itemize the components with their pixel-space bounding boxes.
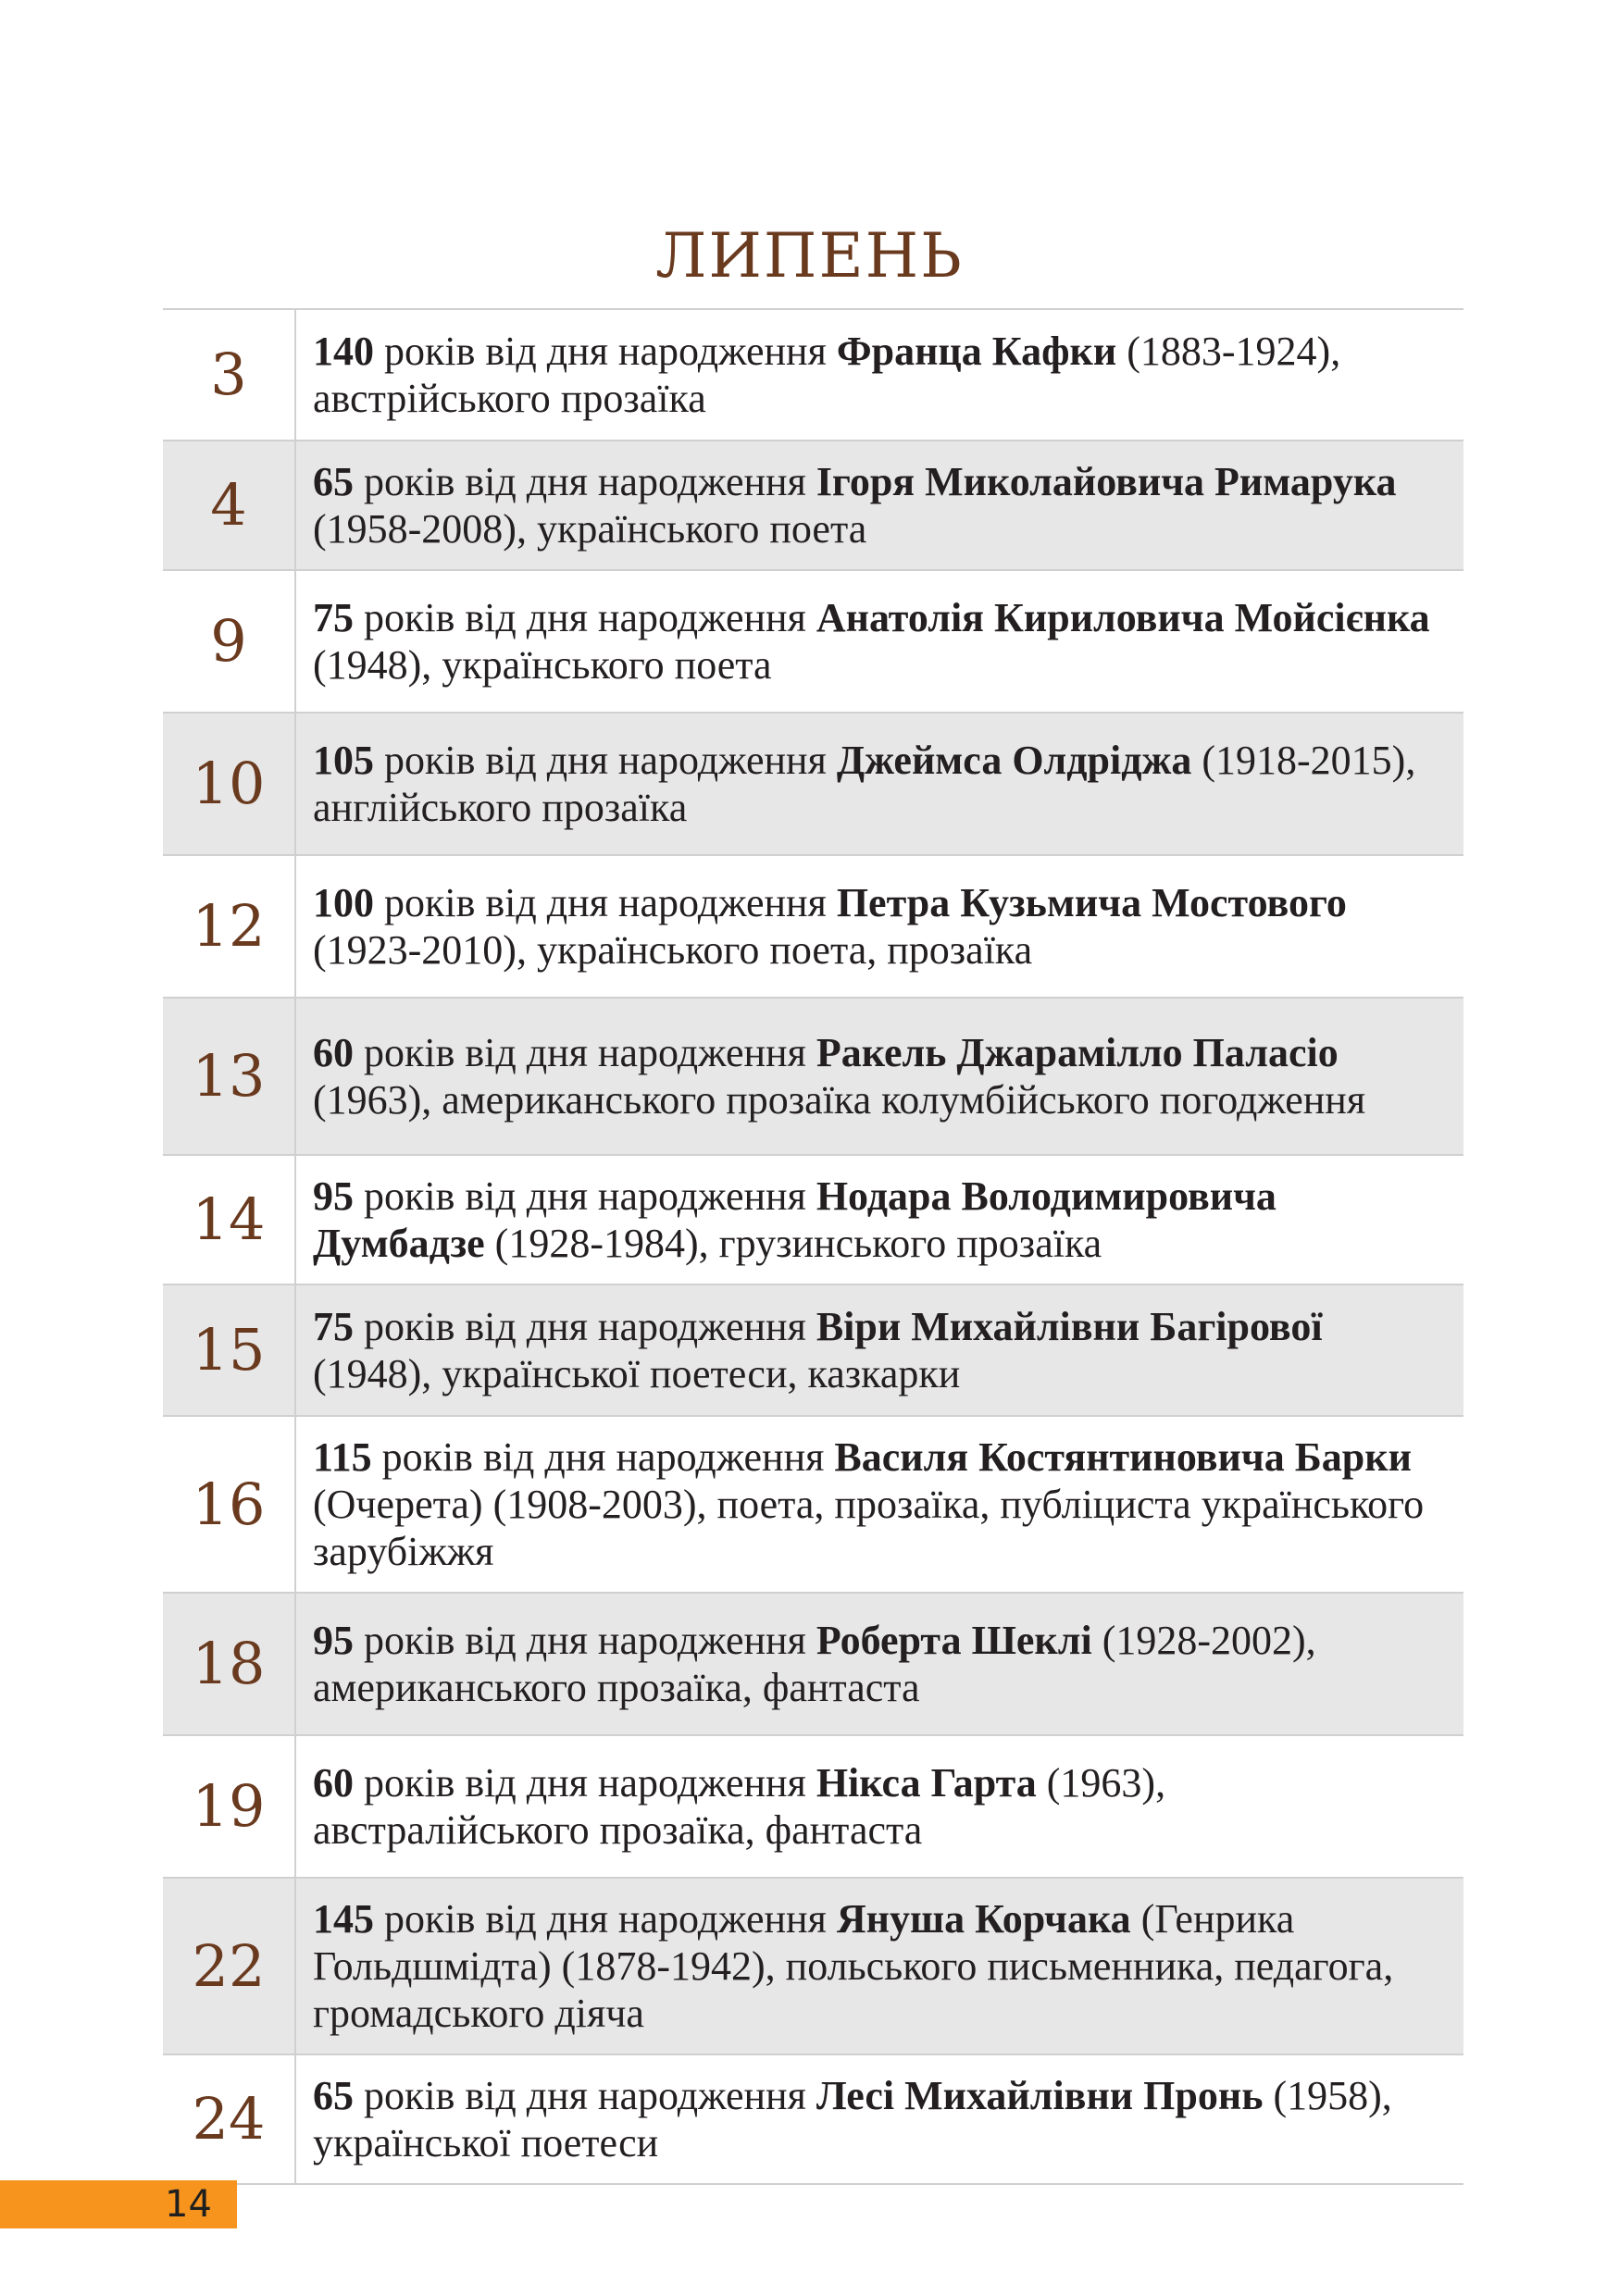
event-text: [295, 1593, 1463, 1735]
event-phrase: років від дня народження: [374, 329, 837, 374]
anniversary-count: 95: [313, 1618, 354, 1663]
event-details: (Генрика Гольдшмідта) (1878-1942), польського письменника, педагога, громадського діяча: [313, 1896, 1394, 2036]
event-phrase: років від дня народження: [354, 459, 816, 504]
day-number: 18: [163, 1593, 295, 1735]
person-name: Ігоря Миколайовича Римарука: [816, 459, 1397, 504]
event-phrase: років від дня народження: [354, 1304, 816, 1349]
anniversary-count: 60: [313, 1760, 354, 1806]
event-phrase: років від дня народження: [354, 595, 816, 640]
person-name: Роберта Шеклі: [816, 1618, 1092, 1663]
event-details: (Очерета) (1908-2003), поета, прозаїка, публіциста українського зарубіжжя: [313, 1482, 1425, 1574]
day-number: 19: [163, 1735, 295, 1878]
anniversary-count: 75: [313, 1304, 354, 1349]
table-row: [163, 1593, 1463, 1735]
event-details: (1958-2008), українського поета: [313, 506, 867, 552]
event-phrase: років від дня народження: [374, 880, 837, 925]
person-name: Анатолія Кириловича Мойсієнка: [816, 595, 1430, 640]
table-row: [163, 998, 1463, 1155]
day-number: 13: [163, 998, 295, 1155]
event-details: (1948), української поетеси, казкарки: [313, 1351, 961, 1396]
event-text: [295, 1735, 1463, 1878]
day-number: 14: [163, 1155, 295, 1285]
event-text: [295, 1416, 1463, 1593]
day-number: 24: [163, 2054, 295, 2184]
anniversary-count: 105: [313, 738, 374, 783]
person-name: Василя Костянтиновича Барки: [834, 1434, 1412, 1480]
event-text: [295, 309, 1463, 441]
table-row: [163, 2054, 1463, 2184]
table-row: [163, 570, 1463, 713]
day-number: 16: [163, 1416, 295, 1593]
event-details: (1963), австралійського прозаїка, фантаста: [313, 1760, 1166, 1853]
person-name: Петра Кузьмича Мостового: [836, 880, 1347, 925]
anniversary-count: 65: [313, 2073, 354, 2118]
day-number: 3: [163, 309, 295, 441]
day-number: 15: [163, 1285, 295, 1416]
event-text: [295, 570, 1463, 713]
day-number: 22: [163, 1878, 295, 2054]
table-row: [163, 1155, 1463, 1285]
person-name: Франца Кафки: [836, 329, 1117, 374]
event-text: [295, 855, 1463, 998]
event-text: [295, 713, 1463, 855]
event-phrase: років від дня народження: [354, 1760, 816, 1806]
person-name: Януша Корчака: [836, 1896, 1131, 1942]
page-title: ЛИПЕНЬ: [655, 220, 964, 292]
event-details: (1928-1984), грузинського прозаїка: [484, 1221, 1102, 1266]
table-row: [163, 441, 1463, 570]
anniversary-count: 65: [313, 459, 354, 504]
table-row: [163, 855, 1463, 998]
event-phrase: років від дня народження: [374, 738, 837, 783]
event-details: (1918-2015), англійського прозаїка: [313, 738, 1416, 830]
event-text: [295, 441, 1463, 570]
day-number: 10: [163, 713, 295, 855]
anniversary-count: 100: [313, 880, 374, 925]
event-text: [295, 998, 1463, 1155]
event-phrase: років від дня народження: [374, 1896, 837, 1942]
person-name: Віри Михайлівни Багірової: [816, 1304, 1323, 1349]
event-text: [295, 1878, 1463, 2054]
person-name: Джеймса Олдріджа: [836, 738, 1192, 783]
anniversary-count: 75: [313, 595, 354, 640]
day-number: 12: [163, 855, 295, 998]
event-phrase: років від дня народження: [354, 1173, 816, 1219]
table-row: [163, 1416, 1463, 1593]
event-details: (1948), українського поета: [313, 642, 772, 688]
anniversary-count: 145: [313, 1896, 374, 1942]
event-details: (1963), американського прозаїка колумбійського погодження: [313, 1077, 1366, 1123]
event-details: (1883-1924), австрійського прозаїка: [313, 329, 1341, 421]
person-name: Лесі Михайлівни Пронь: [816, 2073, 1264, 2118]
event-details: (1923-2010), українського поета, прозаїка: [313, 927, 1033, 973]
event-phrase: років від дня народження: [354, 2073, 816, 2118]
page-number: 14: [165, 2183, 212, 2226]
event-text: [295, 1155, 1463, 1285]
anniversary-count: 115: [313, 1434, 372, 1480]
event-text: [295, 1285, 1463, 1416]
person-name: Ракель Джарамілло Паласіо: [816, 1030, 1339, 1075]
table-row: [163, 1878, 1463, 2054]
anniversary-count: 140: [313, 329, 374, 374]
table-row: [163, 1285, 1463, 1416]
table-row: [163, 713, 1463, 855]
day-number: 4: [163, 441, 295, 570]
event-phrase: років від дня народження: [354, 1030, 816, 1075]
event-text: [295, 2054, 1463, 2184]
table-row: [163, 1735, 1463, 1878]
anniversary-count: 95: [313, 1173, 354, 1219]
person-name: Нікса Гарта: [816, 1760, 1037, 1806]
day-number: 9: [163, 570, 295, 713]
anniversary-count: 60: [313, 1030, 354, 1075]
event-phrase: років від дня народження: [354, 1618, 816, 1663]
calendar-table: [163, 308, 1463, 2185]
table-row: [163, 309, 1463, 441]
event-phrase: років від дня народження: [371, 1434, 835, 1480]
event-details: (1958), української поетеси: [313, 2073, 1392, 2166]
event-details: (1928-2002), американського прозаїка, фантаста: [313, 1618, 1316, 1710]
person-name: Нодара Володимировича Думбадзе: [313, 1173, 1277, 1266]
